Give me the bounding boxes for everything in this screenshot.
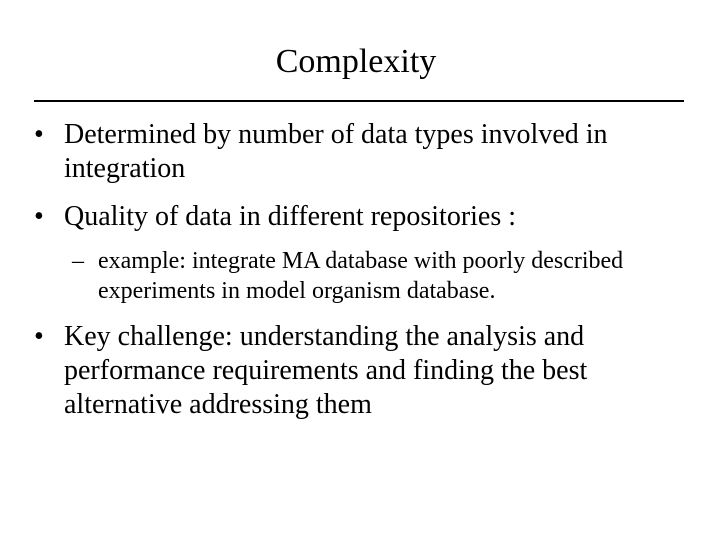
sub-bullet-text: example: integrate MA database with poorly described experiments in model organism database. [98, 248, 624, 304]
bullet-item-data-types [34, 118, 684, 186]
bullet-marker: • [34, 119, 44, 150]
sub-bullet-item-example [72, 246, 692, 306]
bullet-text: Determined by number of data types involved in integration [64, 119, 608, 184]
bullet-item-data-quality [34, 200, 684, 234]
bullet-text: Quality of data in different repositories : [64, 201, 517, 232]
bullet-marker: • [34, 321, 44, 352]
bullet-item-key-challenge [34, 320, 684, 422]
bullet-marker: • [34, 201, 44, 232]
bullet-text: Key challenge: understanding the analysis and performance requirements and finding the best alternative addressing them [64, 321, 588, 420]
slide-title: Complexity [275, 43, 437, 80]
sub-bullet-marker: – [72, 248, 84, 274]
